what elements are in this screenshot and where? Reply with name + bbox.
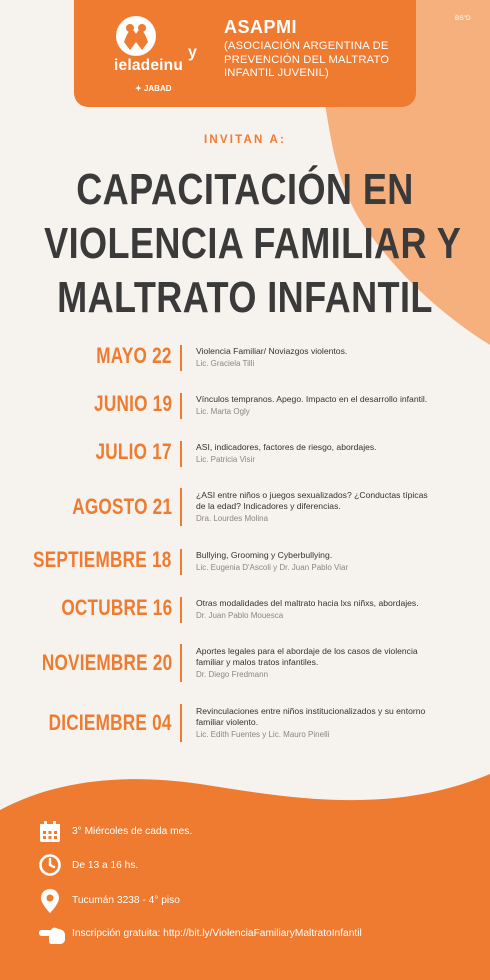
session-speaker: Lic. Marta Ogly	[196, 407, 250, 416]
org-full-line: INFANTIL JUVENIL)	[224, 67, 329, 79]
session-topic	[196, 646, 466, 667]
session-date: JUNIO 19	[93, 391, 172, 416]
session-topic	[196, 550, 466, 561]
session-divider	[180, 644, 182, 682]
footer-wave	[0, 770, 490, 980]
schedule-frequency: 3° Miércoles de cada mes.	[72, 826, 193, 837]
session-topic	[196, 442, 466, 453]
topic-line: Violencia Familiar/ Noviazgos violentos.	[196, 346, 348, 356]
page-title	[44, 163, 462, 325]
bsd-badge: BS"D	[455, 15, 471, 22]
session-date: OCTUBRE 16	[60, 595, 172, 620]
session-speaker: Lic. Edith Fuentes y Lic. Mauro Pinelli	[196, 730, 330, 739]
session-divider	[180, 597, 182, 623]
invite-label: INVITAN A:	[203, 134, 287, 146]
session-speaker: Lic. Graciela Tilli	[196, 359, 255, 368]
session-divider	[180, 345, 182, 371]
topic-line: Revinculaciones entre niños institucionalizados y su entorno	[196, 706, 426, 716]
topic-line: Aportes legales para el abordaje de los casos de violencia	[196, 646, 418, 656]
title-line: CAPACITACIÓN EN	[76, 165, 414, 214]
clock-icon	[38, 853, 62, 877]
connector-text: y	[188, 44, 197, 61]
topic-line: de la edad? Indicadores y diferencias.	[196, 500, 341, 511]
topic-line: ¿ASI entre niños o juegos sexualizados? ¿Conductas típicas	[196, 490, 428, 500]
address: Tucumán 3238 - 4° piso	[72, 895, 180, 906]
session-divider	[180, 393, 182, 419]
session-date: NOVIEMBRE 20	[41, 650, 172, 675]
topic-line: familiar y malos tratos infantiles.	[196, 656, 319, 667]
session-divider	[180, 704, 182, 742]
schedule-hours: De 13 a 16 hs.	[72, 860, 139, 871]
session-divider	[180, 441, 182, 467]
session-topic	[196, 394, 466, 405]
session-date: SEPTIEMBRE 18	[33, 547, 172, 572]
session-speaker: Dr. Juan Pablo Mouesca	[196, 611, 284, 620]
session-speaker: Dra. Lourdes Molina	[196, 514, 269, 523]
title-line: VIOLENCIA FAMILIAR Y	[44, 219, 462, 268]
org-full-line: (ASOCIACIÓN ARGENTINA DE	[224, 40, 389, 52]
session-date: AGOSTO 21	[71, 494, 172, 519]
logo-sub-text: JABAD	[143, 84, 172, 93]
org-name: ASAPMI	[224, 17, 298, 37]
calendar-icon	[38, 820, 62, 844]
session-date: MAYO 22	[96, 343, 172, 368]
session-topic	[196, 598, 466, 609]
logo-subtitle: ✦ JABAD	[135, 84, 172, 93]
session-topic	[196, 490, 466, 511]
pointing-hand-icon	[38, 925, 66, 945]
session-topic	[196, 346, 466, 357]
org-full-name	[224, 40, 404, 81]
session-speaker: Dr. Diego Fredmann	[196, 670, 269, 679]
topic-line: Vínculos tempranos. Apego. Impacto en el desarrollo infantil.	[196, 394, 428, 404]
session-topic	[196, 706, 466, 727]
session-divider	[180, 488, 182, 526]
location-pin-icon	[38, 888, 62, 914]
session-date: DICIEMBRE 04	[49, 710, 172, 735]
topic-line: familiar violento.	[196, 716, 259, 727]
org-full-line: PREVENCIÓN DEL MALTRATO	[224, 53, 390, 66]
title-line: MALTRATO INFANTIL	[57, 273, 433, 322]
session-speaker: Lic. Patricia Visir	[196, 455, 255, 464]
logo-wordmark: ieladeinu	[114, 57, 183, 74]
registration-link[interactable]: Inscripción gratuita: http://bit.ly/ViolenciaFamiliaryMaltratoInfantil	[72, 928, 362, 939]
session-divider	[180, 549, 182, 575]
topic-line: Bullying, Grooming y Cyberbullying.	[196, 550, 333, 560]
session-speaker: Lic. Eugenia D'Ascoli y Dr. Juan Pablo Viar	[196, 563, 349, 572]
topic-line: ASI, indicadores, factores de riesgo, abordajes.	[196, 442, 377, 452]
topic-line: Otras modalidades del maltrato hacia lxs niñxs, abordajes.	[196, 598, 419, 608]
session-date: JULIO 17	[95, 439, 172, 464]
